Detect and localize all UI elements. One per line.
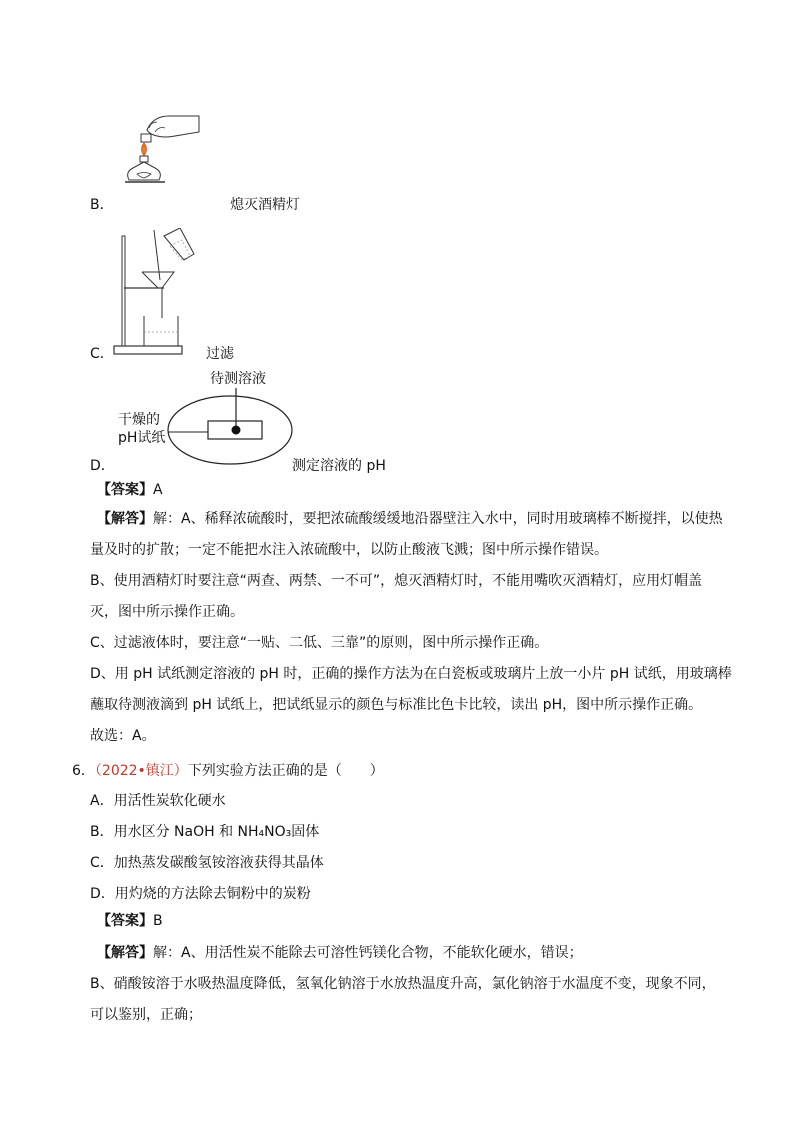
option-d-letter: D． (90, 458, 115, 474)
option-b-caption: 熄灭酒精灯 (230, 197, 300, 213)
q5-analysis (90, 504, 730, 752)
analysis-line: 灭，图中所示操作正确。 (90, 604, 244, 620)
analysis-line: B、使用酒精灯时要注意“两查、两禁、一不可”，熄灭酒精灯时，不能用嘴吹灭酒精灯，应用灯帽盖 (90, 573, 703, 589)
option-c-caption: 过滤 (206, 346, 234, 362)
analysis-line: 量及时的扩散；一定不能把水注入浓硫酸中，以防止酸液飞溅；图中所示操作错误。 (90, 542, 608, 558)
q6-answer (97, 910, 163, 930)
filtration-illustration (112, 228, 212, 356)
answer-value: A (153, 482, 163, 498)
analysis-line: D、用 pH 试纸测定溶液的 pH 时，正确的操作方法为在白瓷板或玻璃片上放一小片 pH 试纸，用玻璃棒 (90, 666, 732, 682)
answer-tag: 【答案】 (97, 482, 153, 498)
analysis-line: 蘸取待测液滴到 pH 试纸上，把试纸显示的颜色与标准比色卡比较，读出 pH，图中所示操作正确。 (90, 697, 703, 713)
q6-stem (72, 760, 384, 780)
analysis-line: C、过滤液体时，要注意“一贴、二低、三靠”的原则，图中所示操作正确。 (90, 635, 549, 651)
option-b: B．用水区分 NaOH 和 NH₄NO₃固体 (90, 824, 320, 840)
analysis-line: 可以鉴别，正确； (90, 1007, 202, 1023)
analysis-line: 【解答】解：A、用活性炭不能除去可溶性钙镁化合物，不能软化硬水，错误； (97, 945, 583, 961)
alcohol-lamp-illustration (125, 108, 205, 188)
option-c-letter: C． (90, 346, 114, 362)
figure-d-label-top: 待测溶液 (210, 371, 266, 387)
question-stem: 下列实验方法正确的是（ ） (187, 763, 384, 779)
question-number: 6． (72, 763, 95, 779)
ph-test-illustration (160, 388, 295, 468)
figure-d-label-left-2: pH试纸 (118, 430, 166, 446)
analysis-tag: 【解答】 (97, 511, 153, 527)
q6-analysis (90, 938, 730, 1031)
option-b-letter: B． (90, 197, 114, 213)
option-a: A．用活性炭软化硬水 (90, 793, 226, 809)
answer-value: B (153, 913, 163, 929)
analysis-line: 【解答】解：A、稀释浓硫酸时，要把浓硫酸缓缓地沿器壁注入水中，同时用玻璃棒不断搅拌，以使热 (97, 511, 723, 527)
answer-tag: 【答案】 (97, 913, 153, 929)
q6-options (90, 786, 730, 910)
figure-d-label-left-1: 干燥的 (118, 412, 160, 428)
q5-answer (97, 479, 163, 499)
figure-c (112, 228, 212, 356)
figure-b (125, 108, 205, 188)
analysis-line: B、硝酸铵溶于水吸热温度降低，氢氧化钠溶于水放热温度升高，氯化钠溶于水温度不变，现象不同， (90, 976, 716, 992)
option-d-caption: 测定溶液的 pH (292, 458, 386, 474)
analysis-tag: 【解答】 (97, 945, 153, 961)
figure-d (160, 388, 295, 468)
question-source: （2022•镇江） (94, 763, 188, 779)
option-d: D．用灼烧的方法除去铜粉中的炭粉 (90, 886, 311, 902)
option-c: C．加热蒸发碳酸氢铵溶液获得其晶体 (90, 855, 324, 871)
analysis-line: 故选：A。 (90, 728, 156, 744)
